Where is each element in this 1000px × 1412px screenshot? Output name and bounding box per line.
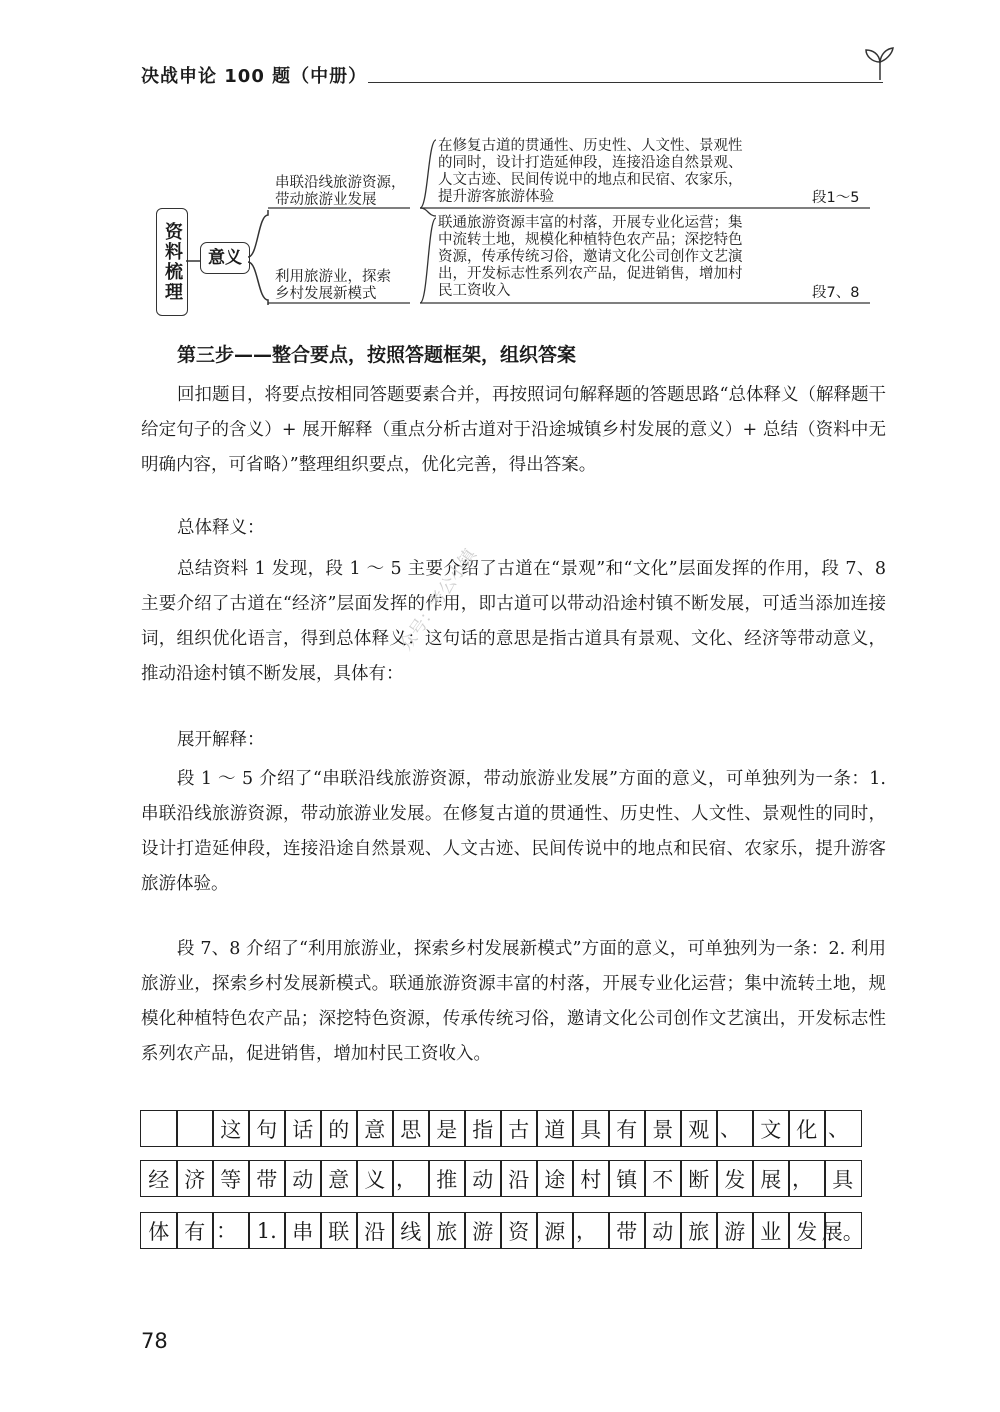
answer-grid-cell: 发	[716, 1160, 754, 1197]
answer-grid-cell: 等	[212, 1160, 250, 1197]
header-rule	[368, 82, 883, 83]
answer-grid-cell: 文	[752, 1110, 790, 1147]
answer-grid-cell: 带	[248, 1160, 286, 1197]
answer-grid-cell: 源	[536, 1212, 574, 1249]
mindmap-root: 资料梳理	[156, 208, 188, 316]
answer-grid-cell: 村	[572, 1160, 610, 1197]
answer-grid-cell: 的	[320, 1110, 358, 1147]
answer-grid-row	[140, 1212, 864, 1249]
answer-grid-cell: 道	[536, 1110, 574, 1147]
answer-grid-cell: 沿	[500, 1160, 538, 1197]
branch1-label: 串联沿线旅游资源， 带动旅游业发展	[275, 175, 406, 208]
answer-grid-cell: 带	[608, 1212, 646, 1249]
answer-grid-cell: 具	[824, 1160, 862, 1197]
answer-grid-row	[140, 1160, 860, 1197]
answer-grid-cell: 发	[788, 1212, 826, 1249]
answer-grid-cell: 体	[140, 1212, 178, 1249]
answer-grid-cell: 动	[464, 1160, 502, 1197]
label-overall: 总体释义：	[177, 518, 265, 538]
answer-grid-cell: 展	[752, 1160, 790, 1197]
answer-grid-cell: 旅	[680, 1212, 718, 1249]
mindmap-node-meaning: 意义	[200, 242, 250, 274]
answer-grid-cell: 沿	[356, 1212, 394, 1249]
branch1-source: 段1～5	[812, 190, 860, 206]
answer-grid-cell: 句	[248, 1110, 286, 1147]
branch1-detail: 在修复古道的贯通性、历史性、人文性、景观性 的同时，设计打造延伸段，连接沿途自然景观、 人文古迹、民间传说中的地点和民宿、农家乐， 提升游客旅游体验	[438, 138, 743, 205]
answer-grid-cell: 串	[284, 1212, 322, 1249]
answer-grid-cell: 旅	[428, 1212, 466, 1249]
answer-grid-cell: 思	[392, 1110, 430, 1147]
paragraph-expand-1: 段 1 ～ 5 介绍了“串联沿线旅游资源，带动旅游业发展”方面的意义，可单独列为一条：1. 串联沿线旅游资源，带动旅游业发展。在修复古道的贯通性、历史性、人文性、景观性的同时，设计打造延伸段，连接沿途自然景观、人文古迹、民间传说中的地点和民宿、农家乐，提升游客旅游体验。	[141, 769, 886, 894]
answer-grid-cell: 经	[140, 1160, 178, 1197]
answer-grid-cell: 途	[536, 1160, 574, 1197]
answer-grid-row	[140, 1110, 860, 1147]
answer-grid-cell: 游	[716, 1212, 754, 1249]
label-expand: 展开解释：	[177, 730, 265, 750]
answer-grid-cell: ，	[572, 1212, 610, 1249]
paragraph-overall: 总结资料 1 发现，段 1 ～ 5 主要介绍了古道在“景观”和“文化”层面发挥的作用，段 7、8 主要介绍了古道在“经济”层面发挥的作用，即古道可以带动沿途村镇不断发展，可适当添加连接词，组织优化语言，得到总体释义：这句话的意思是指古道具有景观、文化、经济等带动意义，推动沿途村镇不断发展，具体有：	[141, 559, 886, 684]
answer-grid-cell: 业	[752, 1212, 790, 1249]
branch2-source: 段7、8	[812, 285, 860, 301]
answer-grid-cell	[176, 1110, 214, 1147]
answer-grid-cell: 话	[284, 1110, 322, 1147]
answer-grid-cell: ，	[392, 1160, 430, 1197]
answer-grid-cell: 联	[320, 1212, 358, 1249]
answer-grid-cell: 济	[176, 1160, 214, 1197]
answer-grid-cell: 化	[788, 1110, 826, 1147]
answer-grid-cell: 、	[716, 1110, 754, 1147]
answer-grid-cell: 景	[644, 1110, 682, 1147]
answer-grid-cell: 展。	[824, 1212, 862, 1249]
answer-grid-cell: 意	[356, 1110, 394, 1147]
sprout-icon	[860, 42, 900, 82]
answer-grid-cell: 动	[284, 1160, 322, 1197]
branch2-detail: 联通旅游资源丰富的村落，开展专业化运营；集 中流转土地，规模化种植特色农产品；深挖特色 资源，传承传统习俗，邀请文化公司创作文艺演 出，开发标志性系列农产品，促进销售，增加村 民工资收入	[438, 215, 743, 299]
branch2-label: 利用旅游业，探索 乡村发展新模式	[275, 269, 391, 302]
paragraph-intro: 回扣题目，将要点按相同答题要素合并，再按照词句解释题的答题思路“总体释义（解释题干给定句子的含义）+ 展开解释（重点分析古道对于沿途城镇乡村发展的意义）+ 总结（资料中无明确内容，可省略）”整理组织要点，优化完善，得出答案。	[141, 385, 886, 475]
answer-grid-cell: 义	[356, 1160, 394, 1197]
answer-grid-cell: 是	[428, 1110, 466, 1147]
answer-grid-cell: 、	[824, 1110, 862, 1147]
answer-grid-cell: 不	[644, 1160, 682, 1197]
answer-grid-cell: 推	[428, 1160, 466, 1197]
book-title: 决战申论 100 题（中册）	[141, 66, 368, 87]
answer-grid-cell: 观	[680, 1110, 718, 1147]
paragraph-expand-2: 段 7、8 介绍了“利用旅游业，探索乡村发展新模式”方面的意义，可单独列为一条：2. 利用旅游业，探索乡村发展新模式。联通旅游资源丰富的村落，开展专业化运营；集中流转土地，规模化种植特色农产品；深挖特色资源，传承传统习俗，邀请文化公司创作文艺演出，开发标志性系列农产品，促进销售，增加村民工资收入。	[141, 939, 886, 1064]
answer-grid-cell: ：	[212, 1212, 250, 1249]
answer-grid-cell: 游	[464, 1212, 502, 1249]
answer-grid-cell: 古	[500, 1110, 538, 1147]
answer-grid-cell: ，	[788, 1160, 826, 1197]
answer-grid-cell: 具	[572, 1110, 610, 1147]
answer-grid-cell: 意	[320, 1160, 358, 1197]
answer-grid-cell: 断	[680, 1160, 718, 1197]
step-title: 第三步——整合要点，按照答题框架，组织答案	[177, 344, 577, 366]
answer-grid-cell: 动	[644, 1212, 682, 1249]
answer-grid-cell	[140, 1110, 178, 1147]
answer-grid-cell: 镇	[608, 1160, 646, 1197]
page-number: 78	[141, 1329, 168, 1353]
answer-grid-cell: 线	[392, 1212, 430, 1249]
watermark: 众号：考公小镇	[396, 545, 481, 655]
answer-grid-cell: 指	[464, 1110, 502, 1147]
answer-grid-cell: 资	[500, 1212, 538, 1249]
answer-grid-cell: 有	[608, 1110, 646, 1147]
answer-grid-cell: 有	[176, 1212, 214, 1249]
answer-grid-cell: 1.	[248, 1212, 286, 1249]
answer-grid-cell: 这	[212, 1110, 250, 1147]
